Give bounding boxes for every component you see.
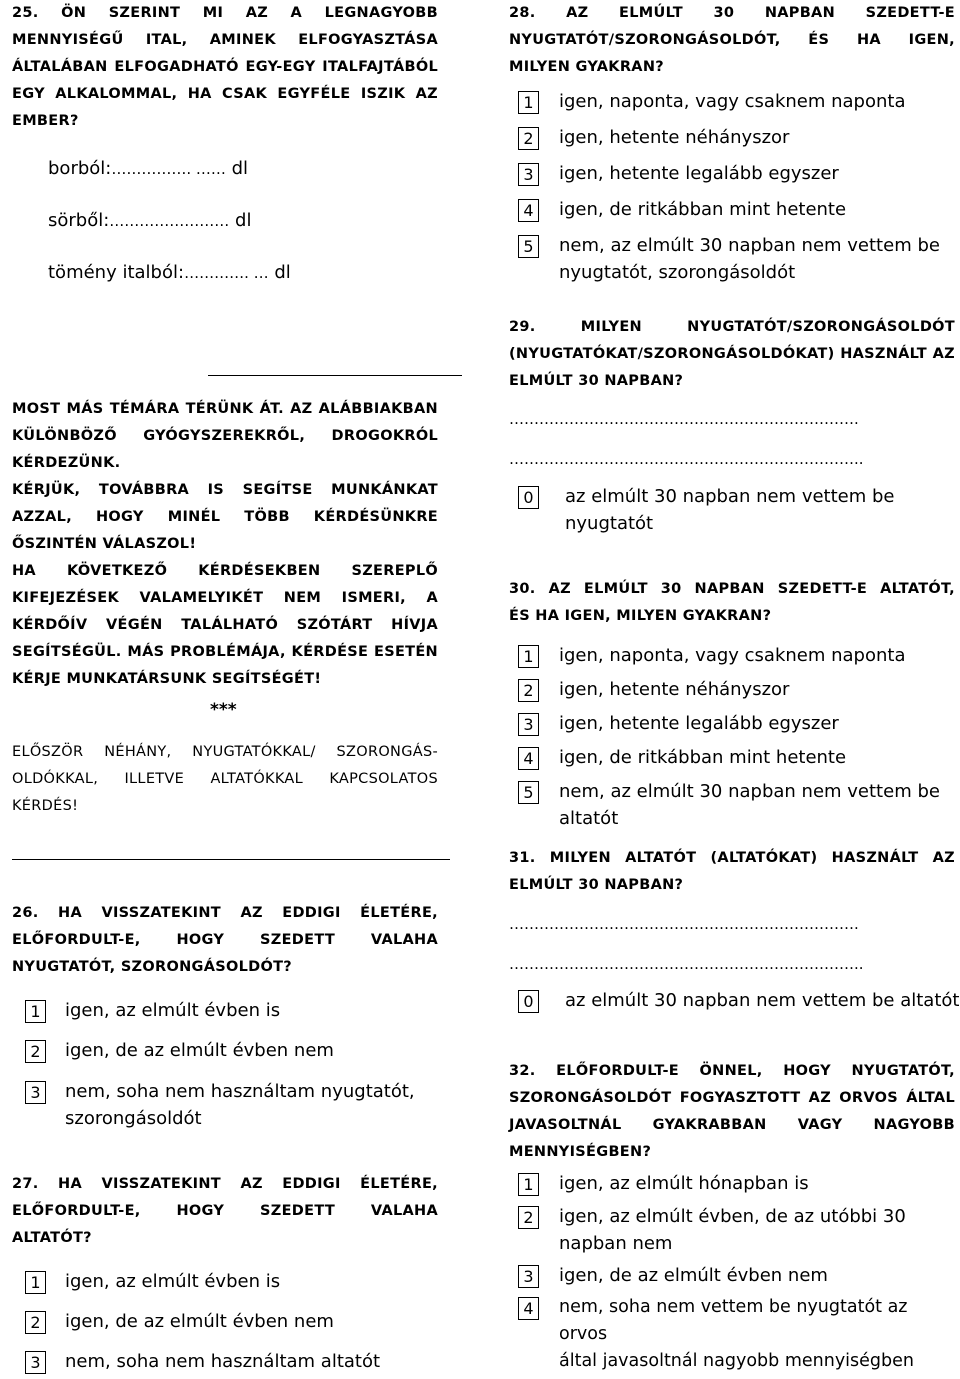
q29-answer-blank[interactable]: …………………………………………………………….	[509, 410, 859, 428]
q29-option-code[interactable]: 0	[518, 486, 539, 509]
q27-option-text: nem, soha nem használtam altatót	[65, 1351, 381, 1372]
q29-question	[509, 314, 955, 395]
q26-option-text-line: szorongásoldót	[65, 1108, 202, 1129]
q32-option-code[interactable]: 1	[518, 1173, 539, 1196]
q27-line: ALTATÓT?	[12, 1230, 92, 1246]
q32-option-text-line: nem, soha nem vettem be nyugtatót az orvos	[559, 1297, 908, 1344]
q28-option-text-line: nyugtatót, szorongásoldót	[559, 262, 796, 283]
q27-option-code[interactable]: 3	[25, 1351, 46, 1374]
q30-line: ÉS HA IGEN, MILYEN GYAKRAN?	[509, 608, 772, 624]
q28-option-code[interactable]: 2	[518, 127, 539, 150]
intro-closing-line: ELŐSZÖR NÉHÁNY, NYUGTATÓKKAL/ SZORONGÁS-	[12, 744, 438, 760]
intro-line: MOST MÁS TÉMÁRA TÉRÜNK ÁT. AZ ALÁBBIAKBAN	[12, 401, 438, 417]
q28-question	[509, 0, 955, 81]
q31-answer-blank[interactable]: ……………………………………………………………..	[509, 955, 864, 973]
q25-row-label: tömény italból:	[48, 262, 185, 283]
q29-answer-blank[interactable]: ……………………………………………………………..	[509, 450, 864, 468]
q28-option-text: igen, hetente legalább egyszer	[559, 163, 839, 184]
q30-option-text	[559, 778, 940, 832]
q25-line: ÁLTALÁBAN ELFOGADHATÓ EGY-EGY ITALFAJTÁBÓL	[12, 59, 438, 75]
q25-row-label: borból:	[48, 158, 112, 179]
q29-option-text-line: nyugtatót	[565, 513, 654, 534]
q32-option-code[interactable]: 4	[518, 1297, 539, 1320]
intro-line: SEGÍTSÉGÜL. MÁS PROBLÉMÁJA, KÉRDÉSE ESETÉN	[12, 644, 438, 660]
q30-option-text: igen, naponta, vagy csaknem naponta	[559, 645, 906, 666]
q32-option-text	[559, 1294, 960, 1375]
intro-line: KIFEJEZÉSEK VALAMELYIKÉT NEM ISMERI, A	[12, 590, 438, 606]
q28-option-code[interactable]: 3	[518, 163, 539, 186]
q30-option-code[interactable]: 3	[518, 713, 539, 736]
q25-question	[12, 0, 438, 135]
q29-option-text	[565, 483, 894, 537]
q30-option-text: igen, de ritkábban mint hetente	[559, 747, 847, 768]
q32-question	[509, 1058, 955, 1166]
q28-option-code[interactable]: 4	[518, 199, 539, 222]
q26-option-text	[65, 1078, 415, 1132]
intro-text	[12, 396, 438, 693]
q28-line: MILYEN GYAKRAN?	[509, 59, 664, 75]
intro-closing-line: OLDÓKKAL, ILLETVE ALTATÓKKAL KAPCSOLATOS	[12, 771, 438, 787]
q25-row-fill: ……………………	[109, 212, 230, 230]
q30-option-code[interactable]: 5	[518, 781, 539, 804]
divider-line	[12, 859, 450, 860]
q25-row-unit: dl	[231, 158, 249, 179]
q25-row-unit: dl	[235, 210, 252, 231]
intro-line: KÉRJÜK, TOVÁBBRA IS SEGÍTSE MUNKÁNKAT	[12, 482, 438, 498]
q25-line: EMBER?	[12, 113, 79, 129]
q27-question	[12, 1171, 438, 1252]
q28-option-text: igen, de ritkábban mint hetente	[559, 199, 847, 220]
q30-option-text: igen, hetente legalább egyszer	[559, 713, 839, 734]
q25-row-fill: …………. …	[184, 264, 269, 282]
q30-option-text: igen, hetente néhányszor	[559, 679, 790, 700]
q28-line: 28. AZ ELMÚLT 30 NAPBAN SZEDETT-E	[509, 5, 955, 21]
q32-option-code[interactable]: 2	[518, 1206, 539, 1229]
q32-option-text: igen, az elmúlt hónapban is	[559, 1173, 809, 1194]
q29-option-text-line: az elmúlt 30 napban nem vettem be	[565, 486, 895, 507]
q32-line: 32. ELŐFORDULT-E ÖNNEL, HOGY NYUGTATÓT,	[509, 1063, 955, 1079]
intro-closing	[12, 739, 438, 820]
q30-option-text-line: nem, az elmúlt 30 napban nem vettem be	[559, 781, 940, 802]
separator-stars: ***	[210, 700, 237, 720]
q25-row-spirits[interactable]	[48, 259, 291, 287]
q25-row-unit: dl	[274, 262, 291, 283]
q31-line: ELMÚLT 30 NAPBAN?	[509, 877, 684, 893]
q30-option-code[interactable]: 4	[518, 747, 539, 770]
q29-line: ELMÚLT 30 NAPBAN?	[509, 373, 684, 389]
q26-line: 26. HA VISSZATEKINT AZ EDDIGI ÉLETÉRE,	[12, 905, 438, 921]
q31-line: 31. MILYEN ALTATÓT (ALTATÓKAT) HASZNÁLT AZ	[509, 850, 955, 866]
q26-option-text: igen, de az elmúlt évben nem	[65, 1040, 334, 1061]
q25-row-fill: ……………. ……	[111, 160, 226, 178]
q25-row-label: sörből:	[48, 210, 110, 231]
q32-option-text-line: által javasoltnál nagyobb mennyiségben	[559, 1351, 914, 1371]
q30-option-text-line: altatót	[559, 808, 619, 829]
intro-line: KÉRJE MUNKATÁRSUNK SEGÍTSÉGÉT!	[12, 671, 322, 687]
q25-line: MENNYISÉGŰ ITAL, AMINEK ELFOGYASZTÁSA	[12, 32, 438, 48]
q27-option-text: igen, az elmúlt évben is	[65, 1271, 281, 1292]
q26-option-text: igen, az elmúlt évben is	[65, 1000, 281, 1021]
q27-option-code[interactable]: 1	[25, 1271, 46, 1294]
q28-option-code[interactable]: 1	[518, 91, 539, 114]
q27-option-code[interactable]: 2	[25, 1311, 46, 1334]
q32-line: JAVASOLTNÁL GYAKRABBAN VAGY NAGYOBB	[509, 1117, 955, 1133]
q26-option-text-line: nem, soha nem használtam nyugtatót,	[65, 1081, 415, 1102]
q25-line: 25. ÖN SZERINT MI AZ A LEGNAGYOBB	[12, 5, 438, 21]
q30-question	[509, 576, 955, 630]
q30-option-code[interactable]: 1	[518, 645, 539, 668]
q27-line: ELŐFORDULT-E, HOGY SZEDETT VALAHA	[12, 1203, 438, 1219]
q25-row-wine[interactable]	[48, 155, 248, 183]
q28-option-text-line: nem, az elmúlt 30 napban nem vettem be	[559, 235, 940, 256]
q27-line: 27. HA VISSZATEKINT AZ EDDIGI ÉLETÉRE,	[12, 1176, 438, 1192]
q28-option-text: igen, hetente néhányszor	[559, 127, 790, 148]
q25-row-beer[interactable]	[48, 207, 251, 235]
q30-option-code[interactable]: 2	[518, 679, 539, 702]
intro-line: HA KÖVETKEZŐ KÉRDÉSEKBEN SZEREPLŐ	[12, 563, 438, 579]
intro-line: KÜLÖNBÖZŐ GYÓGYSZEREKRŐL, DROGOKRÓL	[12, 428, 438, 444]
q32-option-text-line: igen, az elmúlt évben, de az utóbbi 30	[559, 1206, 906, 1227]
q27-option-text: igen, de az elmúlt évben nem	[65, 1311, 334, 1332]
q28-option-code[interactable]: 5	[518, 235, 539, 258]
q28-option-text	[559, 232, 940, 286]
divider-line	[208, 375, 462, 376]
q32-option-text	[559, 1203, 906, 1257]
q26-question	[12, 900, 438, 981]
q29-line: 29. MILYEN NYUGTATÓT/SZORONGÁSOLDÓT	[509, 319, 955, 335]
intro-line: AZZAL, HOGY MINÉL TÖBB KÉRDÉSÜNKRE	[12, 509, 438, 525]
q28-option-text: igen, naponta, vagy csaknem naponta	[559, 91, 906, 112]
q29-line: (NYUGTATÓKAT/SZORONGÁSOLDÓKAT) HASZNÁLT AZ	[509, 346, 955, 362]
q30-line: 30. AZ ELMÚLT 30 NAPBAN SZEDETT-E ALTATÓT,	[509, 581, 955, 597]
q26-option-code[interactable]: 1	[25, 1000, 46, 1023]
q28-line: NYUGTATÓT/SZORONGÁSOLDÓT, ÉS HA IGEN,	[509, 32, 955, 48]
q32-option-text-line: napban nem	[559, 1233, 673, 1254]
q26-option-code[interactable]: 2	[25, 1040, 46, 1063]
q31-option-text: az elmúlt 30 napban nem vettem be altatót	[565, 990, 960, 1011]
intro-line: KÉRDŐÍV VÉGÉN TALÁLHATÓ SZÓTÁRT HÍVJA	[12, 617, 438, 633]
q32-option-text: igen, de az elmúlt évben nem	[559, 1265, 828, 1286]
q32-option-code[interactable]: 3	[518, 1265, 539, 1288]
intro-line: KÉRDEZÜNK.	[12, 455, 121, 471]
q31-option-code[interactable]: 0	[518, 990, 539, 1013]
q26-line: NYUGTATÓT, SZORONGÁSOLDÓT?	[12, 959, 293, 975]
intro-closing-line: KÉRDÉS!	[12, 798, 79, 814]
q31-question	[509, 845, 955, 899]
q31-answer-blank[interactable]: …………………………………………………………….	[509, 915, 859, 933]
q32-line: SZORONGÁSOLDÓT FOGYASZTOTT AZ ORVOS ÁLTAL	[509, 1090, 955, 1106]
q25-line: EGY ALKALOMMAL, HA CSAK EGYFÉLE ISZIK AZ	[12, 86, 438, 102]
q32-line: MENNYISÉGBEN?	[509, 1144, 652, 1160]
intro-line: ŐSZINTÉN VÁLASZOL!	[12, 536, 197, 552]
q26-line: ELŐFORDULT-E, HOGY SZEDETT VALAHA	[12, 932, 438, 948]
q26-option-code[interactable]: 3	[25, 1081, 46, 1104]
